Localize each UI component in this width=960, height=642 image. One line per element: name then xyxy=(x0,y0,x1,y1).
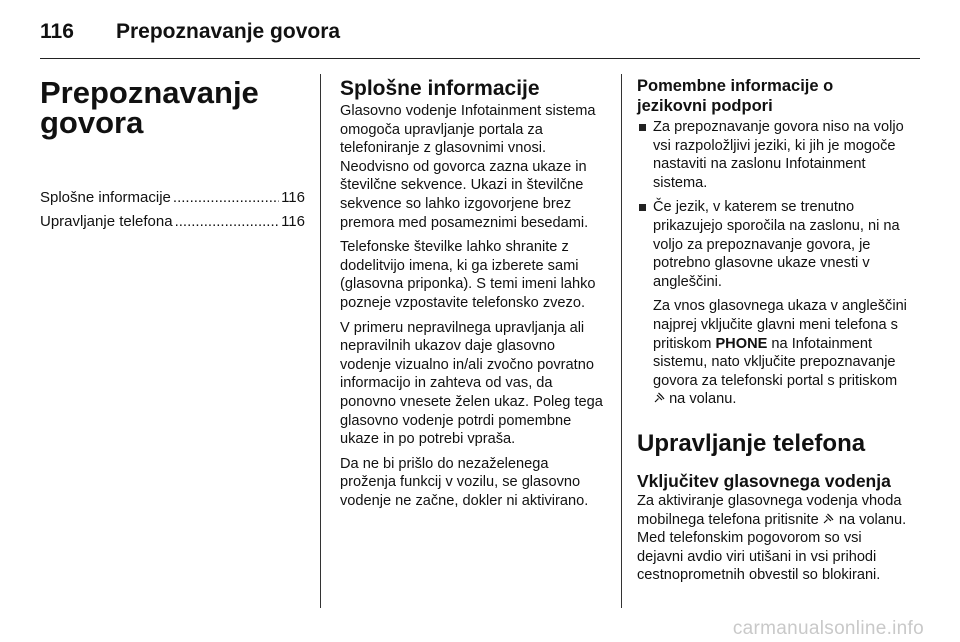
bullet-square-icon xyxy=(639,124,646,131)
chapter-title xyxy=(40,75,305,140)
chapter-title-line1: Prepoznavanje xyxy=(40,75,259,110)
toc-entry-general[interactable] xyxy=(40,186,305,210)
general-paragraph: Glasovno vodenje Infotainment sistema omogoča upravljanje portala za telefoniranje z glasovnimi vnosi. Neodvisno od govorca zazna ukaze in številčne sekvence. Ukazi in številčne sekvence so lahko izgovorjene brez premora med posameznimi besedami. xyxy=(340,103,596,231)
phone-key-label: PHONE xyxy=(715,335,768,352)
toc-entry-page: 116 xyxy=(281,213,305,230)
voice-control-icon xyxy=(823,511,835,530)
table-of-contents xyxy=(40,186,305,234)
toc-entry-page: 116 xyxy=(281,189,305,206)
list-item: Če jezik, v katerem se trenutno prikazujejo sporočila na zaslonu, ni na voljo za prepoznavanje govora, je potrebno glasovne ukaze vnesti v angleščini. xyxy=(637,198,907,291)
general-info-column xyxy=(340,76,606,516)
general-paragraph: Telefonske številke lahko shranite z dodelitvijo imena, ki ga izberete sami (glasovna priponka). S temi imeni lahko pozneje vzpostavite telefonsko zvezo. xyxy=(340,239,596,311)
header-divider xyxy=(40,58,920,59)
chapter-title-line2: govora xyxy=(40,105,144,140)
toc-entry-label: Upravljanje telefona xyxy=(40,213,173,230)
toc-leader-dots xyxy=(175,210,279,234)
chapter-column xyxy=(40,76,305,234)
toc-entry-label: Splošne informacije xyxy=(40,189,171,206)
general-heading: Splošne informacije xyxy=(340,77,540,100)
english-voice-note: Za vnos glasovnega ukaza v angleščini najprej vključite glavni meni telefona s pritiskom PHONE na Infotainment sistemu, nato vključite prepoznavanje govora za telefonski portal s pritiskom na volanu. xyxy=(653,298,907,408)
page-number: 116 xyxy=(40,20,74,43)
language-phone-column xyxy=(637,76,907,591)
language-bullet-list xyxy=(637,118,907,291)
list-item: Za prepoznavanje govora niso na voljo vsi razpoložljivi jeziki, ki jih je mogoče nastaviti na zaslonu Infotainment sistema. xyxy=(637,118,907,192)
bullet-square-icon xyxy=(639,204,646,211)
language-heading: Pomembne informacije o jezikovni podpori xyxy=(637,77,834,115)
watermark: carmanualsonline.info xyxy=(732,618,924,639)
toc-entry-phone[interactable] xyxy=(40,210,305,234)
page-header xyxy=(40,14,920,50)
phone-subheading: Vključitev glasovnega vodenja xyxy=(637,470,891,491)
general-paragraph: Da ne bi prišlo do nezaželenega proženja funkcij v vozilu, se glasovno vodenje ne začne, dokler ni aktivirano. xyxy=(340,455,589,509)
column-divider-2 xyxy=(621,74,622,608)
phone-paragraph: Za aktiviranje glasovnega vodenja vhoda mobilnega telefona pritisnite na volanu. Med telefonskim pogovorom so vsi dejavni avdio viri utišani in vsi prihodi cestnoprometnih obvestil so blokirani. xyxy=(637,492,907,584)
header-title: Prepoznavanje govora xyxy=(116,20,341,43)
general-paragraph: V primeru nepravilnega upravljanja ali nepravilnih ukazov daje glasovno vodenje vizualno in/ali zvočno povratno informacijo in zahteva od vas, da ponovno vnesete želen ukaz. Poleg tega glasovno vodenje potrdi pomembne ukaze in po potrebi vpraša. xyxy=(340,319,603,448)
voice-control-icon xyxy=(653,390,665,409)
toc-leader-dots xyxy=(173,186,279,210)
phone-heading: Upravljanje telefona xyxy=(637,429,866,457)
column-divider-1 xyxy=(320,74,321,608)
